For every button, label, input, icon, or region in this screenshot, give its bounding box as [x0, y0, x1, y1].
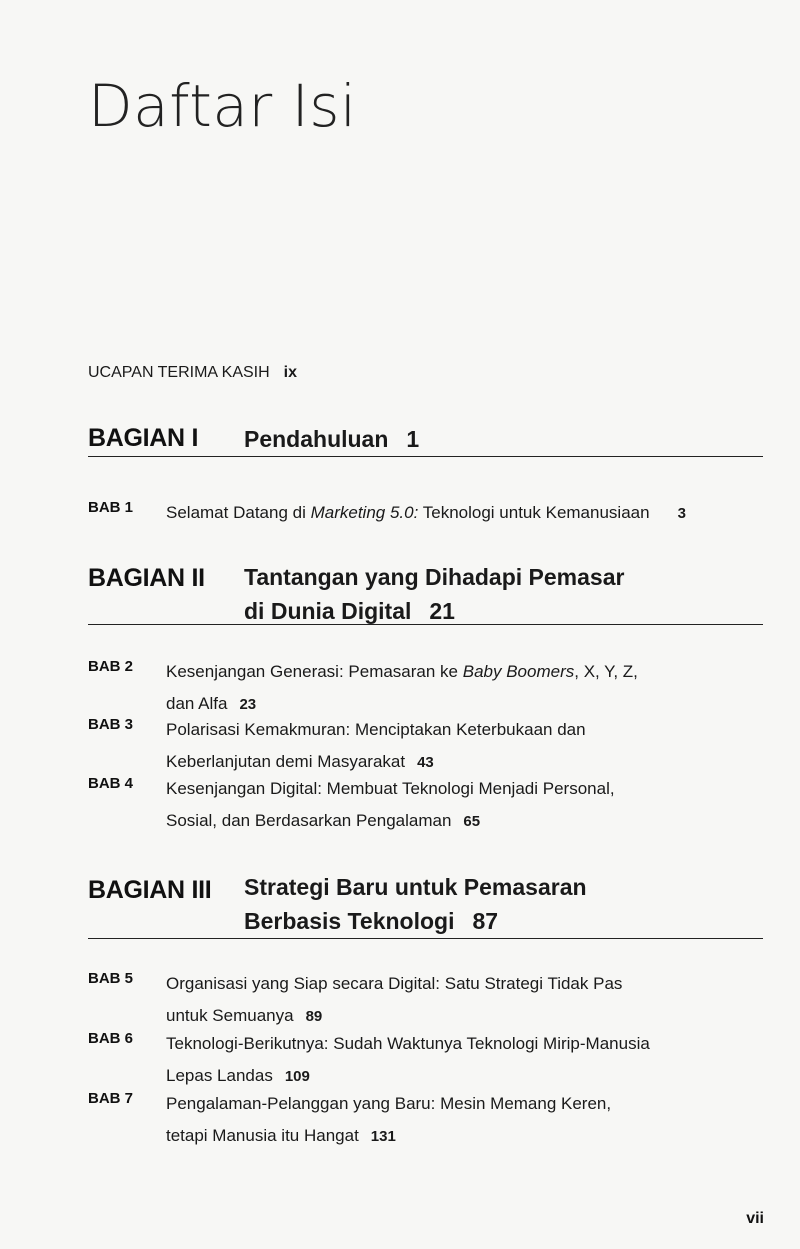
chapter-code: BAB 1 — [88, 499, 134, 516]
page-number: ix — [283, 364, 298, 381]
page-number: 3 — [677, 505, 686, 522]
toc-entry-acknowledgement[interactable] — [88, 364, 297, 382]
chapter-code: BAB 2 — [88, 658, 134, 675]
chapter-title: Selamat Datang di Marketing 5.0: Teknologi untuk Kemanusiaan 3 — [166, 503, 686, 522]
page-number: 89 — [305, 1008, 323, 1025]
part-title: Tantangan yang Dihadapi Pemasar di Dunia Digital 21 — [244, 564, 625, 624]
chapter-title: Kesenjangan Digital: Membuat Teknologi Menjadi Personal, Sosial, dan Berdasarkan Pengalaman 65 — [166, 779, 615, 830]
part-label: BAGIAN III — [88, 876, 212, 904]
page-number: 131 — [370, 1128, 396, 1145]
page-number: 87 — [472, 908, 499, 934]
page-title: Daftar Isi — [88, 72, 357, 140]
chapter-code: BAB 4 — [88, 775, 134, 792]
chapter-code: BAB 5 — [88, 970, 134, 987]
chapter-code: BAB 7 — [88, 1090, 134, 1107]
page-number: 21 — [429, 598, 455, 624]
toc-part-3[interactable] — [88, 870, 763, 939]
chapter-title: Kesenjangan Generasi: Pemasaran ke Baby Boomers, X, Y, Z, dan Alfa 23 — [166, 662, 638, 713]
page-number: 23 — [239, 696, 257, 713]
part-label: BAGIAN I — [88, 424, 199, 452]
chapter-title: Teknologi-Berikutnya: Sudah Waktunya Teknologi Mirip-Manusia Lepas Landas 109 — [166, 1034, 650, 1085]
chapter-code: BAB 3 — [88, 716, 134, 733]
toc-part-1[interactable] — [88, 424, 763, 457]
page-number: 65 — [463, 813, 481, 830]
page-number: 109 — [284, 1068, 310, 1085]
chapter-code: BAB 6 — [88, 1030, 134, 1047]
page-number: 43 — [417, 754, 434, 771]
chapter-title: Pengalaman-Pelanggan yang Baru: Mesin Memang Keren, tetapi Manusia itu Hangat 131 — [166, 1094, 612, 1145]
page-number: 1 — [406, 426, 420, 452]
part-title: Pendahuluan 1 — [244, 426, 420, 452]
chapter-title: Organisasi yang Siap secara Digital: Satu Strategi Tidak Pas untuk Semuanya 89 — [166, 974, 623, 1025]
acknowledgement-label: UCAPAN TERIMA KASIH — [88, 364, 270, 381]
part-title: Strategi Baru untuk Pemasaran Berbasis Teknologi 87 — [244, 874, 587, 934]
folio-page-number: vii — [746, 1210, 764, 1227]
part-label: BAGIAN II — [88, 564, 205, 592]
chapter-title: Polarisasi Kemakmuran: Menciptakan Keterbukaan dan Keberlanjutan demi Masyarakat 43 — [166, 720, 586, 771]
toc-part-2[interactable] — [88, 560, 763, 625]
